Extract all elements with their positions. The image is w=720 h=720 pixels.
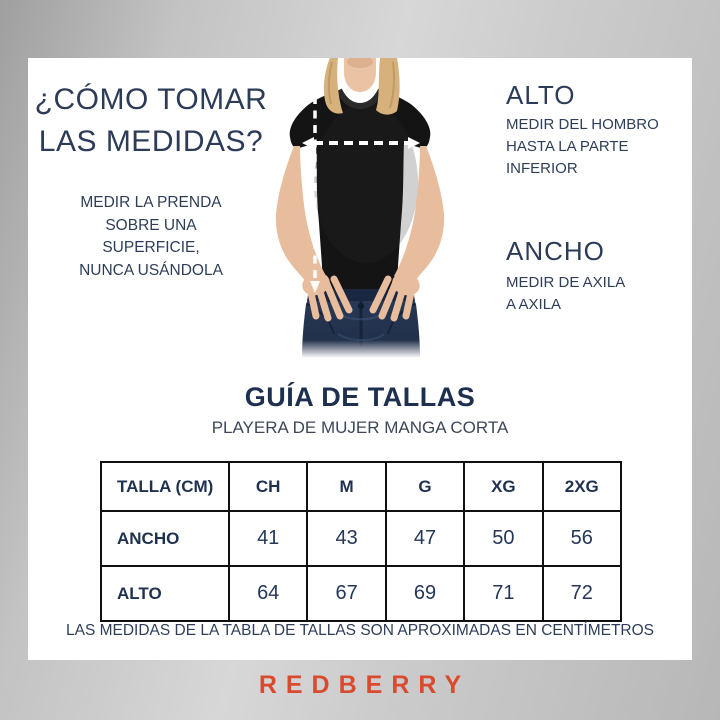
alto-label: ALTO (506, 80, 576, 110)
table-row-label: ANCHO (101, 511, 229, 566)
ancho-desc-line: MEDIR DE AXILA (506, 274, 626, 291)
table-header-cell: CH (229, 462, 307, 511)
tshirt-model-illustration (250, 58, 470, 358)
table-header-cell: XG (464, 462, 542, 511)
how-to-measure-title-line2: LAS MEDIDAS? (38, 125, 264, 158)
table-header-cell: M (307, 462, 385, 511)
instruction-line: NUNCA USÁNDOLA (79, 261, 223, 279)
size-table-header-row (101, 462, 621, 511)
size-guide-title: GUÍA DE TALLAS (244, 382, 476, 412)
ancho-label: ANCHO (506, 236, 605, 266)
instruction-line: MEDIR LA PRENDA (80, 194, 222, 211)
instruction-line: SOBRE UNA (105, 216, 197, 234)
table-cell: 43 (307, 511, 385, 566)
size-guide-subtitle: PLAYERA DE MUJER MANGA CORTA (211, 418, 509, 437)
size-table-container (100, 461, 622, 622)
table-cell: 56 (543, 511, 621, 566)
table-row-label: ALTO (101, 566, 229, 621)
tshirt-model-photo (250, 58, 470, 358)
table-header-cell: TALLA (CM) (101, 462, 229, 511)
table-cell: 47 (386, 511, 464, 566)
instruction-line: SUPERFICIE, (102, 239, 200, 256)
table-cell: 64 (229, 566, 307, 621)
table-cell: 41 (229, 511, 307, 566)
table-cell: 69 (386, 566, 464, 621)
content-card (28, 58, 692, 660)
how-to-measure-title-line1: ¿CÓMO TOMAR (34, 83, 268, 116)
ancho-description (506, 272, 681, 316)
table-header-cell: 2XG (543, 462, 621, 511)
how-to-measure-instructions (44, 192, 258, 282)
alto-description (506, 114, 681, 180)
photo-bottom-fade (250, 340, 470, 358)
redberry-logo: REDBERRY (258, 671, 471, 699)
table-row-ancho (101, 511, 621, 566)
ancho-desc-line: A AXILA (506, 296, 562, 313)
table-row-alto (101, 566, 621, 621)
alto-desc-line: HASTA LA PARTE (506, 138, 629, 155)
measurements-note: LAS MEDIDAS DE LA TABLA DE TALLAS SON APROXIMADAS EN CENTÍMETROS (65, 622, 655, 639)
how-to-measure-title (34, 79, 268, 163)
table-cell: 50 (464, 511, 542, 566)
model-neck (344, 58, 376, 92)
table-cell: 67 (307, 566, 385, 621)
alto-desc-line: INFERIOR (506, 160, 578, 177)
alto-desc-line: MEDIR DEL HOMBRO (506, 116, 659, 133)
size-table (100, 461, 622, 622)
table-cell: 72 (543, 566, 621, 621)
table-cell: 71 (464, 566, 542, 621)
table-header-cell: G (386, 462, 464, 511)
